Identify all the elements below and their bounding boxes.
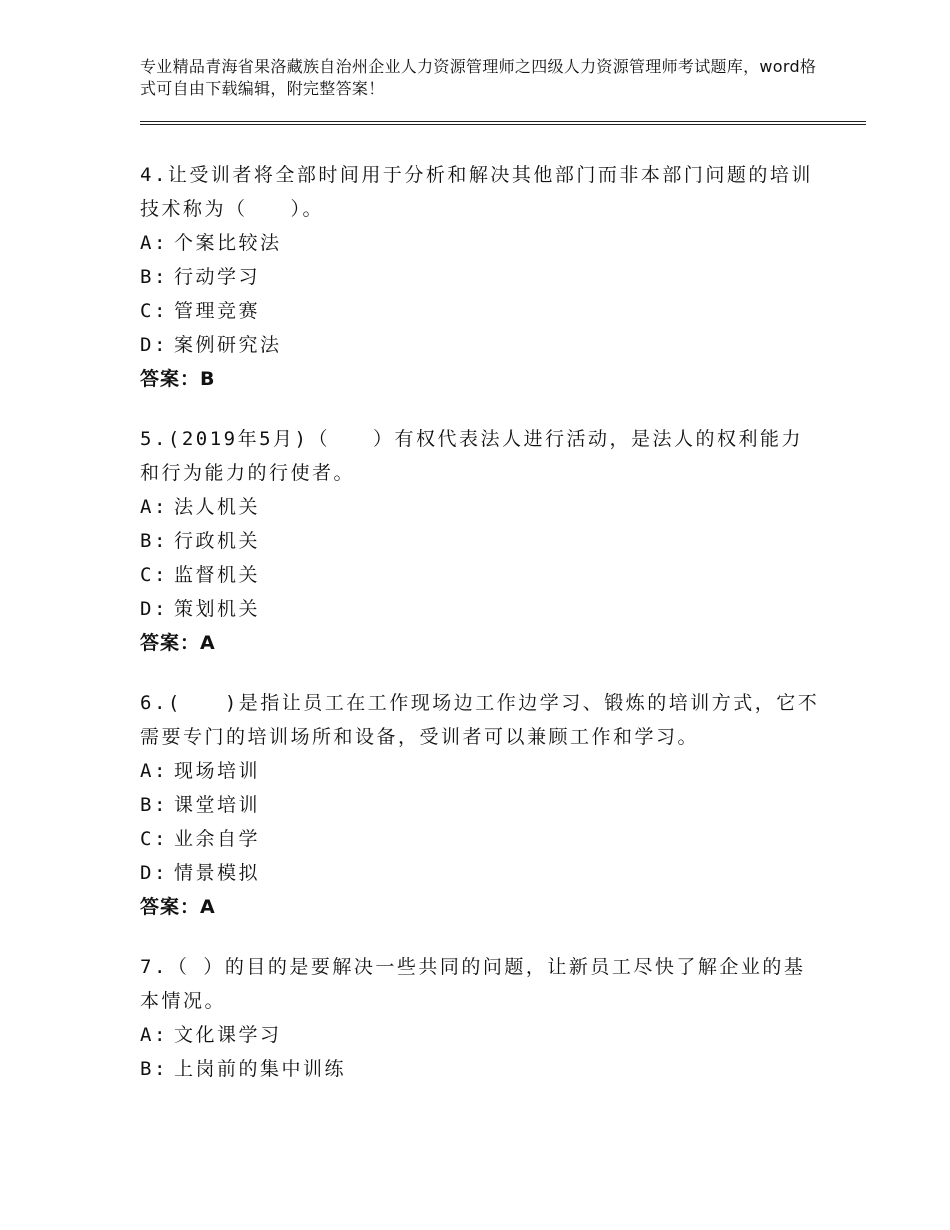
option-d (140, 328, 820, 362)
option-key: C: (140, 828, 168, 850)
option-b (140, 524, 820, 558)
option-text: 管理竞赛 (174, 300, 261, 322)
option-c (140, 294, 820, 328)
option-text: 策划机关 (174, 598, 261, 620)
question-stem: 6.( )是指让员工在工作现场边工作边学习、锻炼的培训方式，它不需要专门的培训场所和设备，受训者可以兼顾工作和学习。 (140, 692, 820, 748)
option-key: C: (140, 564, 168, 586)
answer-line: 答案：A (140, 896, 216, 918)
option-key: D: (140, 862, 168, 884)
option-text: 上岗前的集中训练 (174, 1058, 347, 1080)
question-4 (140, 158, 820, 396)
option-text: 行动学习 (174, 266, 261, 288)
header-title: 专业精品青海省果洛藏族自治州企业人力资源管理师之四级人力资源管理师考试题库，word格式可自由下载编辑，附完整答案！ (140, 57, 817, 98)
option-c (140, 822, 820, 856)
option-d (140, 592, 820, 626)
option-text: 行政机关 (174, 530, 261, 552)
option-key: A: (140, 232, 168, 254)
document-header (140, 56, 830, 100)
option-a (140, 1018, 820, 1052)
option-text: 情景模拟 (174, 862, 261, 884)
option-b (140, 1052, 820, 1086)
question-stem: 4.让受训者将全部时间用于分析和解决其他部门而非本部门问题的培训技术称为（ ）。 (140, 164, 813, 220)
option-text: 案例研究法 (174, 334, 282, 356)
option-text: 课堂培训 (174, 794, 261, 816)
option-key: D: (140, 334, 168, 356)
option-b (140, 260, 820, 294)
option-key: A: (140, 1024, 168, 1046)
option-text: 文化课学习 (174, 1024, 282, 1046)
option-d (140, 856, 820, 890)
option-key: C: (140, 300, 168, 322)
option-key: B: (140, 1058, 168, 1080)
option-text: 法人机关 (174, 496, 261, 518)
question-stem: 5.(2019年5月)（ ）有权代表法人进行活动，是法人的权利能力和行为能力的行使者。 (140, 428, 803, 484)
answer-line: 答案：A (140, 632, 216, 654)
question-7 (140, 950, 820, 1086)
option-key: A: (140, 496, 168, 518)
option-a (140, 754, 820, 788)
answer-line: 答案：B (140, 368, 216, 390)
option-c (140, 558, 820, 592)
question-list (140, 158, 820, 1112)
option-key: B: (140, 794, 168, 816)
option-text: 监督机关 (174, 564, 261, 586)
option-key: B: (140, 530, 168, 552)
option-key: B: (140, 266, 168, 288)
option-key: D: (140, 598, 168, 620)
question-stem: 7.（ ）的目的是要解决一些共同的问题，让新员工尽快了解企业的基本情况。 (140, 956, 806, 1012)
option-text: 个案比较法 (174, 232, 282, 254)
question-6 (140, 686, 820, 924)
header-divider-top (140, 121, 866, 122)
option-key: A: (140, 760, 168, 782)
option-a (140, 226, 820, 260)
question-5 (140, 422, 820, 660)
option-b (140, 788, 820, 822)
option-text: 业余自学 (174, 828, 261, 850)
option-text: 现场培训 (174, 760, 261, 782)
header-divider-bottom (140, 124, 866, 125)
option-a (140, 490, 820, 524)
